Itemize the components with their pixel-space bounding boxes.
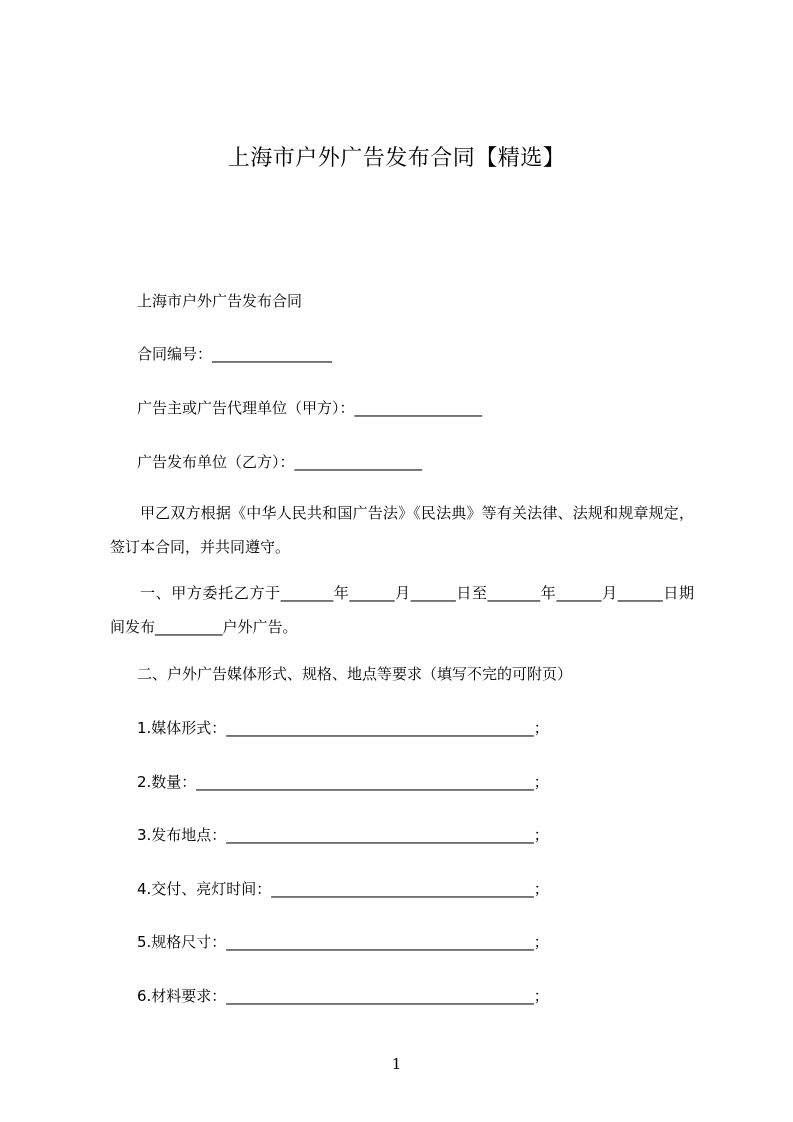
contract-number-field: 合同编号：________________ xyxy=(137,345,333,363)
list-item-material: 6.材料要求：_________________________________________； xyxy=(137,987,549,1005)
preamble-paragraph: 甲乙双方根据《中华人民共和国广告法》《民法典》等有关法律、法规和规章规定，签订本合同，并共同遵守。 xyxy=(110,504,694,556)
party-a-field: 广告主或广告代理单位（甲方）：_________________ xyxy=(137,399,483,417)
document-subtitle: 上海市户外广告发布合同 xyxy=(137,292,303,310)
clause-1-paragraph: 一、甲方委托乙方于_______年______月______日至_______年______月______日期间发布_________户外广告。 xyxy=(110,584,694,636)
list-item-media-form: 1.媒体形式：_________________________________________； xyxy=(137,719,549,737)
list-item-quantity: 2.数量：_____________________________________________； xyxy=(137,773,549,791)
page-title: 上海市户外广告发布合同【精选】 xyxy=(227,146,566,171)
party-b-field: 广告发布单位（乙方）：_________________ xyxy=(137,453,423,471)
clause-2-heading: 二、户外广告媒体形式、规格、地点等要求（填写不完的可附页） xyxy=(137,665,573,683)
list-item-location: 3.发布地点：_________________________________________； xyxy=(137,826,549,844)
list-item-delivery-time: 4.交付、亮灯时间：___________________________________； xyxy=(137,880,549,898)
list-item-size: 5.规格尺寸：_________________________________________； xyxy=(137,933,549,951)
page-number: 1 xyxy=(391,1055,402,1073)
